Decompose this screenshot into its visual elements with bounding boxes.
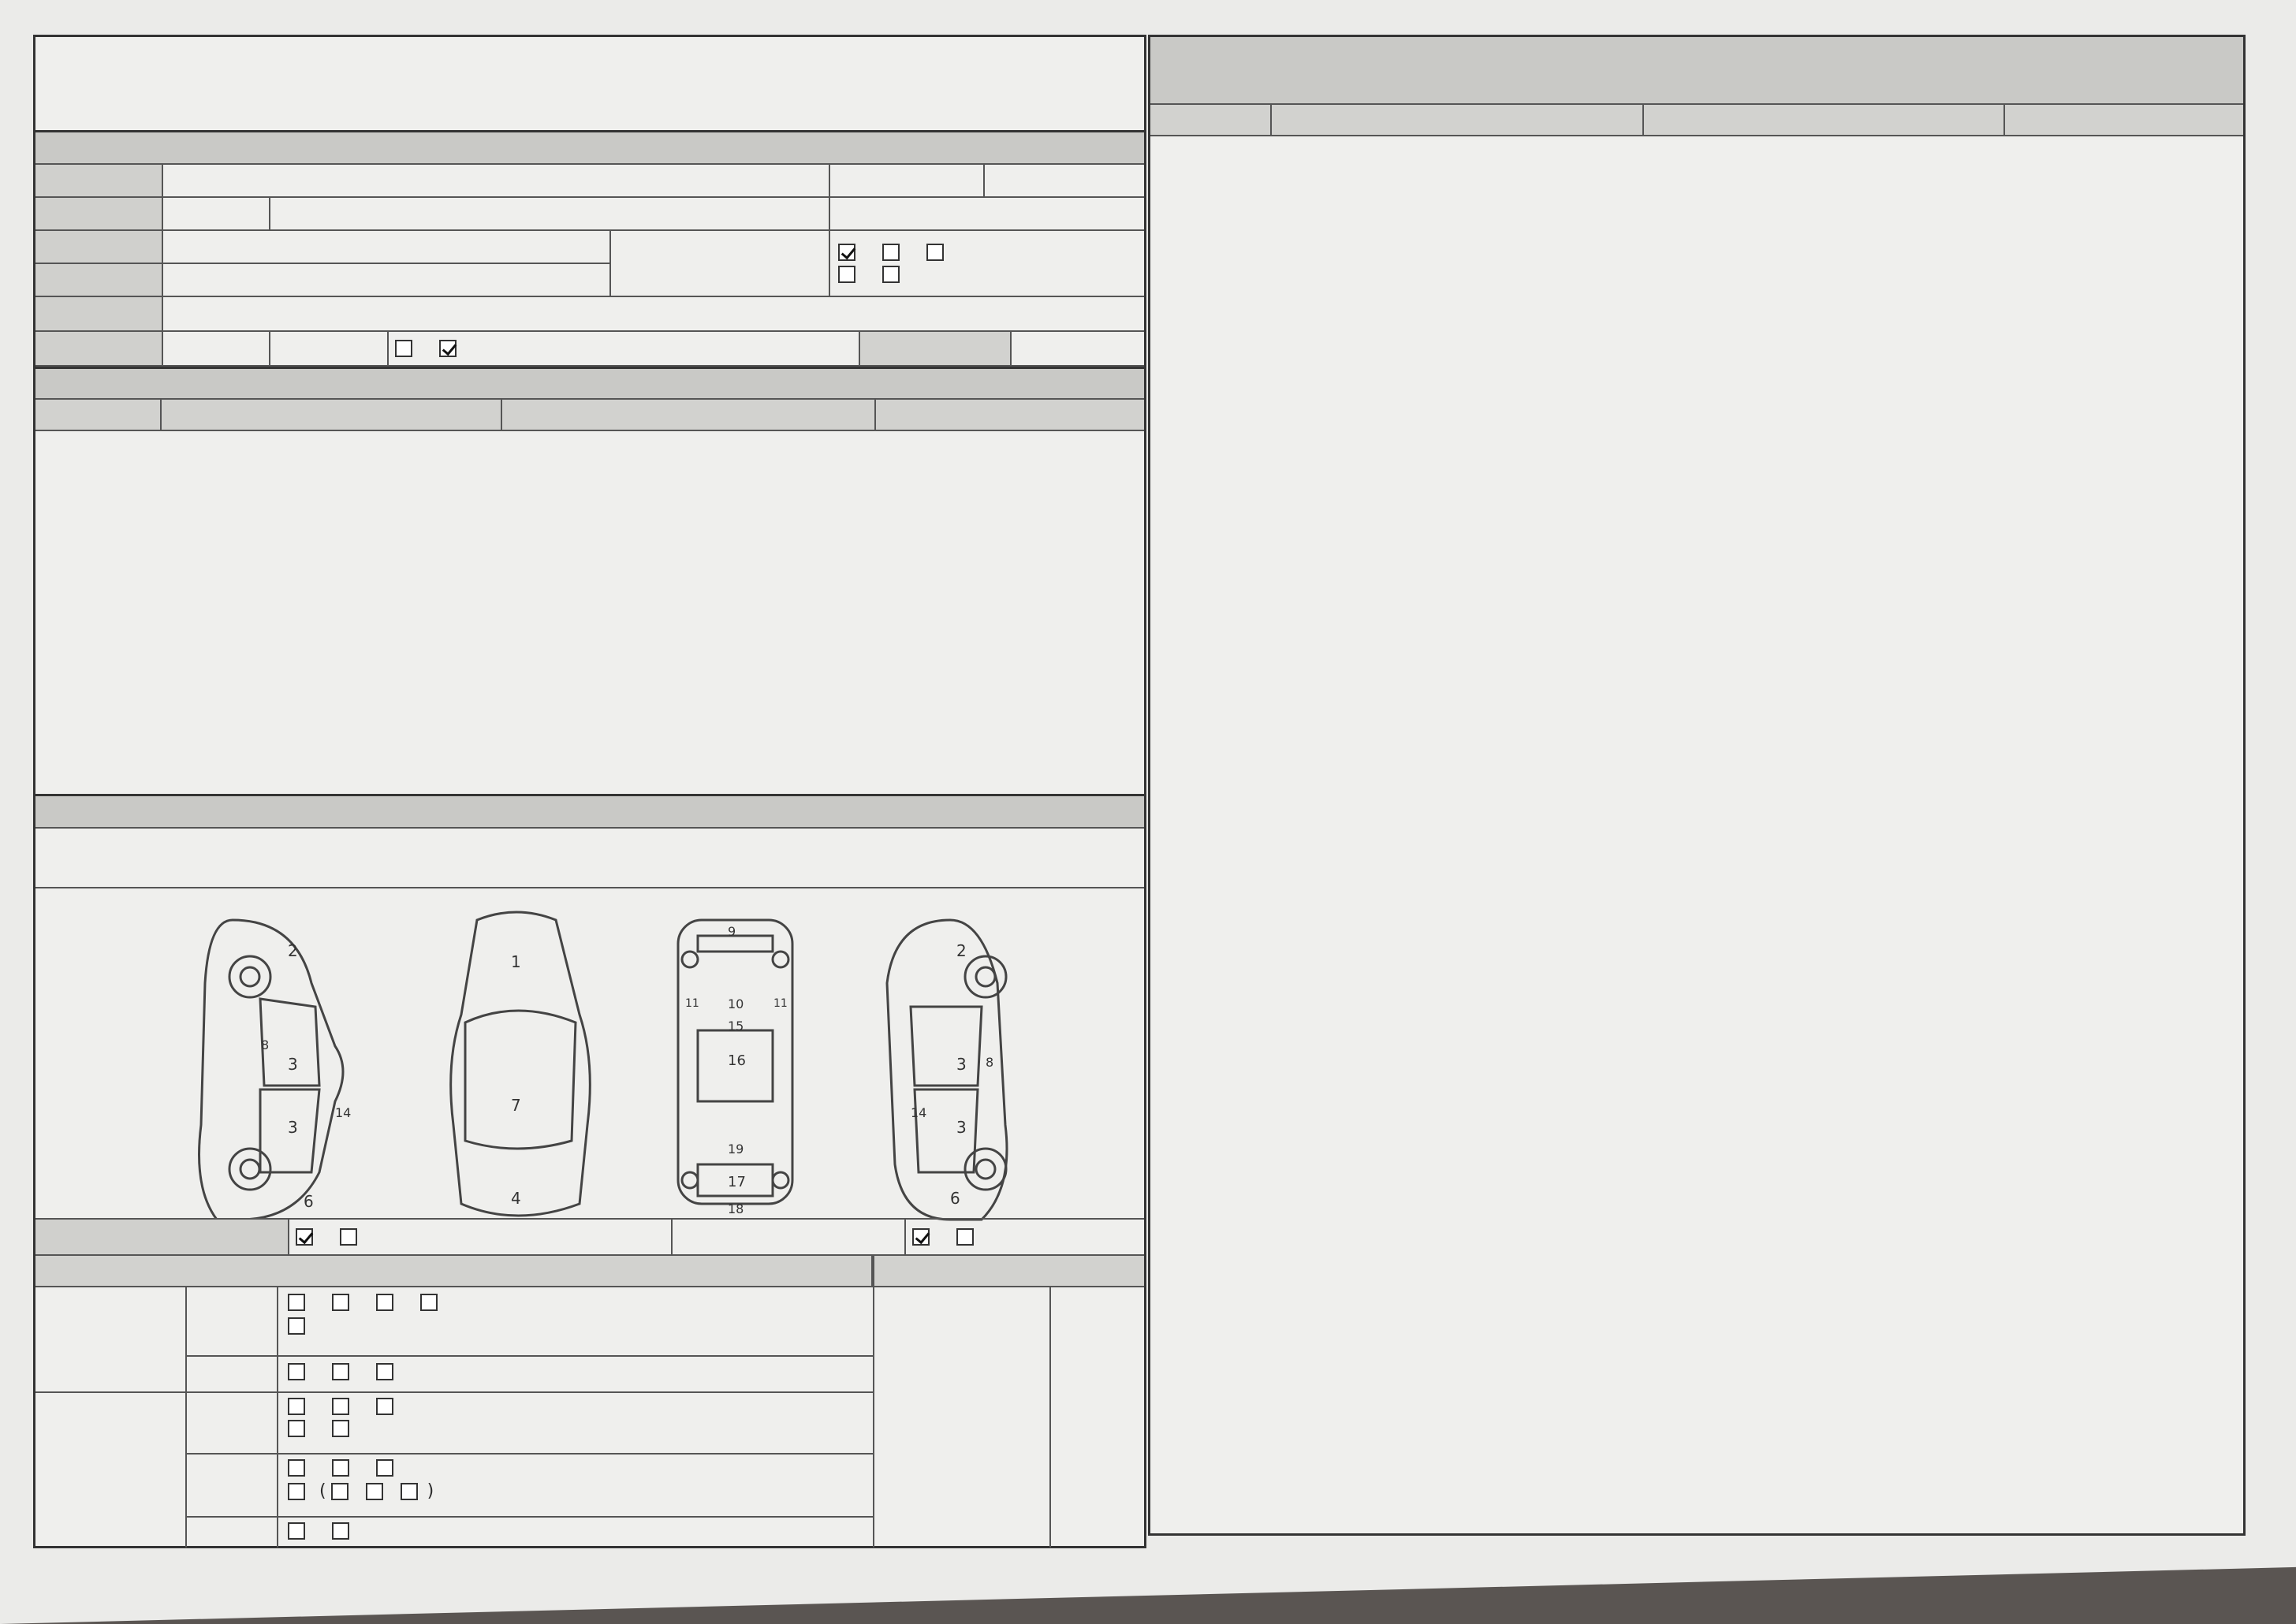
svg-text:3: 3 <box>288 1055 298 1074</box>
car-right-side-view <box>887 920 1007 1220</box>
part-hood[interactable] <box>288 1294 311 1311</box>
checkbox-icon <box>376 1294 393 1311</box>
checkbox-icon <box>838 266 855 283</box>
svg-text:19: 19 <box>728 1142 744 1157</box>
col-price <box>876 400 1144 430</box>
rank2-label <box>187 1357 277 1391</box>
part-front-fender[interactable] <box>332 1294 356 1311</box>
checkbox-icon <box>376 1363 393 1380</box>
pillar-a-option[interactable] <box>331 1483 355 1500</box>
accident-header <box>35 794 1144 829</box>
checkbox-icon <box>288 1363 305 1380</box>
trans-other-option[interactable] <box>882 266 906 283</box>
part-radiator-support[interactable] <box>288 1317 311 1335</box>
rankB-items: ( ) <box>288 1459 434 1501</box>
col-device <box>1150 105 1272 135</box>
checkbox-icon <box>288 1483 305 1500</box>
row-engine <box>35 332 1144 367</box>
part-front-panel[interactable] <box>288 1398 311 1415</box>
checkbox-icon <box>376 1398 393 1415</box>
checkbox-icon <box>926 244 944 261</box>
inspection-label <box>270 198 830 229</box>
history-none-option[interactable] <box>296 1228 319 1246</box>
part-pillar-panel[interactable] <box>288 1483 311 1500</box>
car-name-label <box>35 165 163 196</box>
rankA-items <box>288 1398 420 1437</box>
car-diagrams <box>35 888 1144 1235</box>
simple-exist-option[interactable] <box>956 1228 980 1246</box>
checkbox-icon <box>332 1522 349 1540</box>
rankC-label <box>187 1518 277 1548</box>
svg-text:14: 14 <box>911 1105 927 1120</box>
col-detail-price <box>2005 105 2243 135</box>
svg-text:3: 3 <box>288 1118 298 1137</box>
svg-text:3: 3 <box>956 1118 967 1137</box>
svg-text:2: 2 <box>288 941 298 960</box>
detail-col-header <box>1150 105 2243 136</box>
row-fuel <box>35 297 1144 332</box>
pillar-b-option[interactable] <box>366 1483 390 1500</box>
checkbox-icon <box>332 1420 349 1437</box>
checkbox-icon <box>288 1317 305 1335</box>
rankB-label <box>187 1455 277 1516</box>
year-value <box>163 198 270 229</box>
car-left-side-view <box>199 920 352 1220</box>
checkbox-icon <box>288 1420 305 1437</box>
main-frame-label <box>35 1393 185 1548</box>
warranty-self-option[interactable] <box>395 340 419 357</box>
part-side-member[interactable] <box>288 1459 311 1477</box>
overall-col-header <box>35 400 1144 431</box>
checkbox-icon <box>395 340 412 357</box>
svg-text:8: 8 <box>986 1055 994 1070</box>
checkbox-icon <box>366 1483 383 1500</box>
detail-header <box>1150 37 2243 105</box>
svg-text:10: 10 <box>728 996 744 1011</box>
reg-no-value <box>985 165 1144 196</box>
svg-text:18: 18 <box>728 1201 744 1216</box>
checkbox-icon <box>882 266 900 283</box>
base-price-label <box>860 332 1012 365</box>
first-reg-value <box>163 231 609 263</box>
engine-label <box>35 332 163 365</box>
checkbox-icon <box>332 1294 349 1311</box>
part-trunk-floor[interactable] <box>288 1420 311 1437</box>
svg-text:1: 1 <box>511 952 521 971</box>
simple-none-option[interactable] <box>912 1228 936 1246</box>
svg-text:7: 7 <box>511 1096 521 1115</box>
part-quarter-panel[interactable] <box>288 1363 311 1380</box>
checkbox-checked-icon <box>912 1228 930 1246</box>
svg-text:2: 2 <box>956 941 967 960</box>
overall-header <box>35 367 1144 400</box>
row-year <box>35 198 1144 231</box>
left-form <box>33 35 1146 1548</box>
svg-text:9: 9 <box>728 924 736 939</box>
part-side-sill[interactable] <box>376 1363 400 1380</box>
col-state <box>162 400 502 430</box>
svg-text:11: 11 <box>773 997 788 1010</box>
trans-semi-option[interactable] <box>926 244 950 261</box>
rankA-label <box>187 1393 277 1453</box>
vin-value <box>163 264 609 296</box>
svg-text:6: 6 <box>950 1189 960 1208</box>
part-package-tray[interactable] <box>376 1459 400 1477</box>
history-label <box>35 1220 289 1254</box>
part-cross-member[interactable] <box>332 1398 356 1415</box>
warranty-insure-option[interactable] <box>439 340 463 357</box>
checkbox-checked-icon <box>296 1228 313 1246</box>
checkbox-icon <box>288 1294 305 1311</box>
trans-manual-option[interactable] <box>882 244 906 261</box>
checkbox-icon <box>288 1522 305 1540</box>
rankC-items <box>288 1522 376 1540</box>
part-dash-panel[interactable] <box>288 1522 311 1540</box>
rank1-items <box>288 1294 464 1335</box>
engine-value <box>163 332 270 365</box>
vin-label <box>35 264 163 296</box>
row-car-name <box>35 165 1144 198</box>
checkbox-checked-icon <box>439 340 457 357</box>
inspection-value <box>830 198 1144 229</box>
warranty-label <box>270 332 389 365</box>
svg-text:17: 17 <box>728 1174 746 1190</box>
history-exist-option[interactable] <box>340 1228 363 1246</box>
checkbox-icon <box>340 1228 357 1246</box>
svg-text:4: 4 <box>511 1189 521 1208</box>
car-underbody-view <box>678 920 792 1216</box>
col-detail-item <box>1272 105 1644 135</box>
svg-text:16: 16 <box>728 1052 746 1069</box>
row-accident-history <box>35 1220 1144 1254</box>
reg-no-label <box>830 165 985 196</box>
exchange-price-col <box>873 1256 1144 1286</box>
checkbox-icon <box>882 244 900 261</box>
pillar-c-option[interactable] <box>401 1483 424 1500</box>
basic-header <box>35 130 1144 165</box>
col-item <box>502 400 876 430</box>
col-detail-state <box>1644 105 2005 135</box>
svg-text:11: 11 <box>685 997 699 1010</box>
exchange-label <box>35 1256 873 1286</box>
fuel-label <box>35 297 163 330</box>
checkbox-icon <box>332 1363 349 1380</box>
checkbox-icon <box>288 1398 305 1415</box>
first-reg-label <box>35 231 163 263</box>
checkbox-icon <box>288 1459 305 1477</box>
checkbox-icon <box>956 1228 974 1246</box>
svg-text:8: 8 <box>261 1037 270 1052</box>
svg-text:14: 14 <box>335 1105 352 1120</box>
part-floor-panel[interactable] <box>332 1522 356 1540</box>
svg-text:15: 15 <box>728 1019 744 1034</box>
row-first-reg <box>35 231 1144 297</box>
simple-repair-label <box>673 1220 906 1254</box>
checkbox-icon <box>401 1483 418 1500</box>
checkbox-icon <box>332 1459 349 1477</box>
car-top-view <box>451 912 591 1216</box>
trans-label <box>611 231 830 296</box>
part-wheel-house[interactable] <box>332 1459 356 1477</box>
checkbox-icon <box>376 1459 393 1477</box>
outer-label <box>35 1287 185 1391</box>
base-price-unit <box>1012 332 1144 365</box>
part-trunk-lid[interactable] <box>420 1294 444 1311</box>
checkbox-icon <box>332 1398 349 1415</box>
checkbox-checked-icon <box>838 244 855 261</box>
right-form <box>1148 35 2246 1536</box>
rank1-label <box>187 1287 277 1355</box>
col-history <box>35 400 162 430</box>
checkbox-icon <box>331 1483 348 1500</box>
part-inside-panel[interactable] <box>376 1398 400 1415</box>
trans-auto-option[interactable] <box>838 244 862 261</box>
part-roof-panel[interactable] <box>332 1363 356 1380</box>
year-label <box>35 198 163 229</box>
part-door[interactable] <box>376 1294 400 1311</box>
rank2-items <box>288 1363 420 1380</box>
checkbox-icon <box>420 1294 438 1311</box>
trans-cvt-option[interactable] <box>838 266 862 283</box>
svg-text:3: 3 <box>956 1055 967 1074</box>
svg-text:6: 6 <box>304 1192 314 1211</box>
part-rear-panel[interactable] <box>332 1420 356 1437</box>
